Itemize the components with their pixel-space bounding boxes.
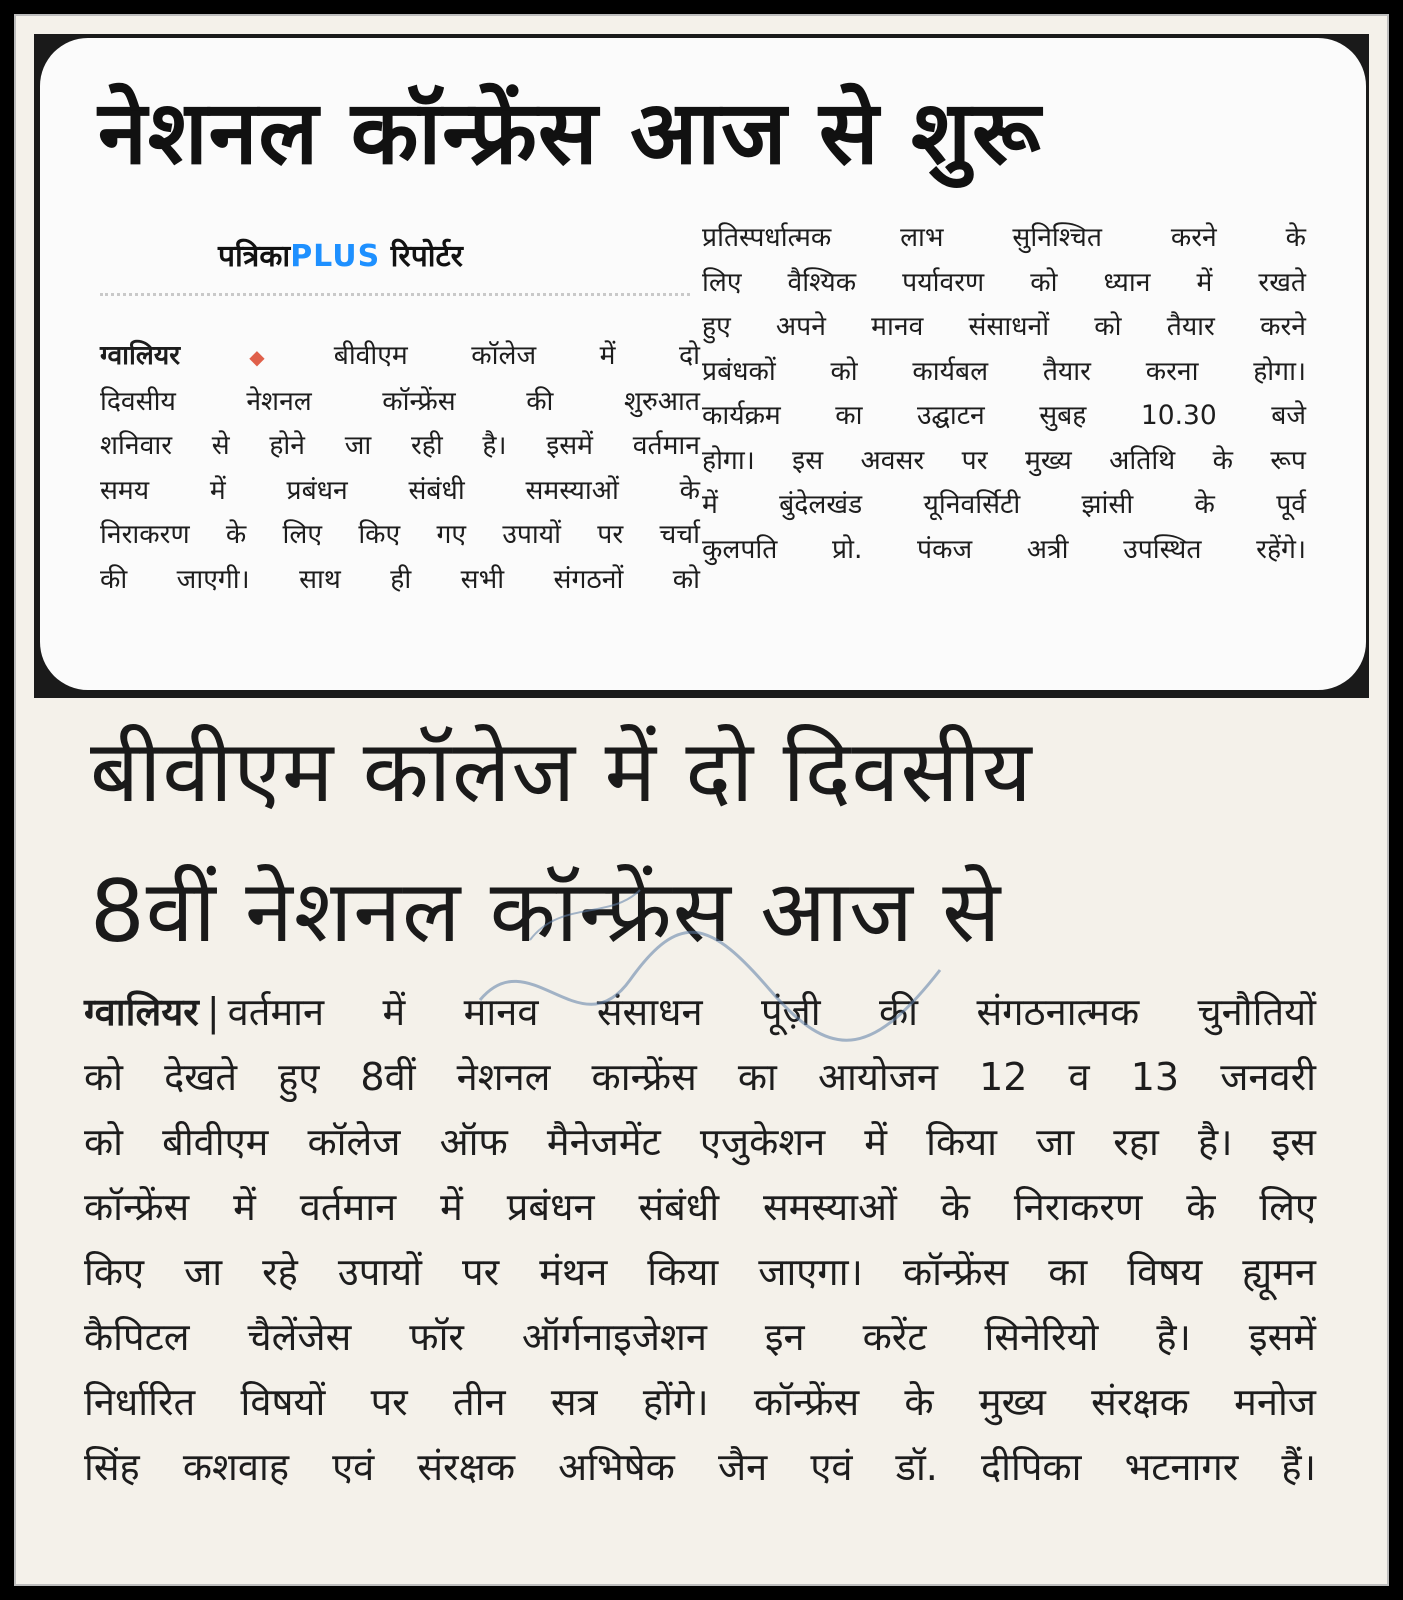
byline (218, 234, 463, 275)
text-line: ग्वालियर | वर्तमान में मानव संसाधन पूंज़ी की संगठनात्मक चुनौतियों (84, 990, 1316, 1034)
byline-divider (100, 293, 690, 296)
text-line: ग्वालियर ◆ बीवीएम कॉलेज में दो (100, 340, 700, 371)
text-line: कॉन्फ्रेंस में वर्तमान में प्रबंधन संबंधी समस्याओं के निराकरण के लिए (84, 1185, 1316, 1229)
separator: | (206, 990, 220, 1034)
text-line: को देखते हुए 8वीं नेशनल कान्फ्रेंस का आयोजन 12 व 13 जनवरी (84, 1055, 1316, 1099)
top-right-column (702, 216, 1306, 572)
bottom-headline-line-1: बीवीएम कॉलेज में दो दिवसीय (90, 722, 1033, 822)
text-line: लिए वैश्यिक पर्यावरण को ध्यान में रखते (702, 266, 1306, 298)
byline-suffix: रिपोर्टर (390, 239, 463, 274)
byline-prefix: पत्रिका (218, 239, 291, 274)
text-line: शनिवार से होने जा रही है। इसमें वर्तमान (100, 430, 700, 461)
top-left-column (100, 334, 700, 602)
bottom-news-clipping (60, 700, 1350, 1580)
text-line: हुए अपने मानव संसाधनों को तैयार करने (702, 311, 1306, 342)
text-line: प्रतिस्पर्धात्मक लाभ सुनिश्चित करने के (702, 222, 1306, 253)
top-news-clipping (40, 38, 1366, 690)
byline-plus: PLUS (290, 239, 381, 274)
text-line: में बुंदेलखंड यूनिवर्सिटी झांसी के पूर्व (702, 489, 1306, 520)
dateline: ग्वालियर (100, 340, 181, 371)
bottom-headline-line-2: 8वीं नेशनल कॉन्फ्रेंस आज से (90, 862, 1002, 962)
text-line: कैपिटल चैलेंजेस फॉर ऑर्गनाइजेशन इन करेंट सिनेरियो है। इसमें (84, 1315, 1316, 1359)
text-line: को बीवीएम कॉलेज ऑफ मैनेजमेंट एजुकेशन में किया जा रहा है। इस (84, 1120, 1316, 1164)
text-line: होगा। इस अवसर पर मुख्य अतिथि के रूप (702, 444, 1306, 476)
text-line: कुलपति प्रो. पंकज अत्री उपस्थित रहेंगे। (702, 533, 1306, 565)
top-headline: नेशनल कॉन्फ्रेंस आज से शुरू (98, 81, 1042, 184)
diamond-bullet-icon: ◆ (194, 345, 320, 369)
text-line: प्रबंधकों को कार्यबल तैयार करना होगा। (702, 355, 1306, 387)
text-line: कार्यक्रम का उद्घाटन सुबह 10.30 बजे (702, 400, 1306, 431)
text-line: की जाएगी। साथ ही सभी संगठनों को (100, 563, 700, 595)
text-line: सिंह कशवाह एवं संरक्षक अभिषेक जैन एवं डॉ. दीपिका भटनागर हैं। (84, 1445, 1316, 1489)
bottom-body-text (84, 980, 1316, 1500)
text-line: निराकरण के लिए किए गए उपायों पर चर्चा (100, 519, 700, 550)
dateline: ग्वालियर (84, 990, 199, 1034)
text-line: दिवसीय नेशनल कॉन्फ्रेंस की शुरुआत (100, 385, 700, 417)
text-line: निर्धारित विषयों पर तीन सत्र होंगे। कॉन्फ्रेंस के मुख्य संरक्षक मनोज (84, 1380, 1316, 1424)
text-line: समय में प्रबंधन संबंधी समस्याओं के (100, 474, 700, 506)
text-line: किए जा रहे उपायों पर मंथन किया जाएगा। कॉन्फ्रेंस का विषय ह्यूमन (84, 1250, 1316, 1294)
